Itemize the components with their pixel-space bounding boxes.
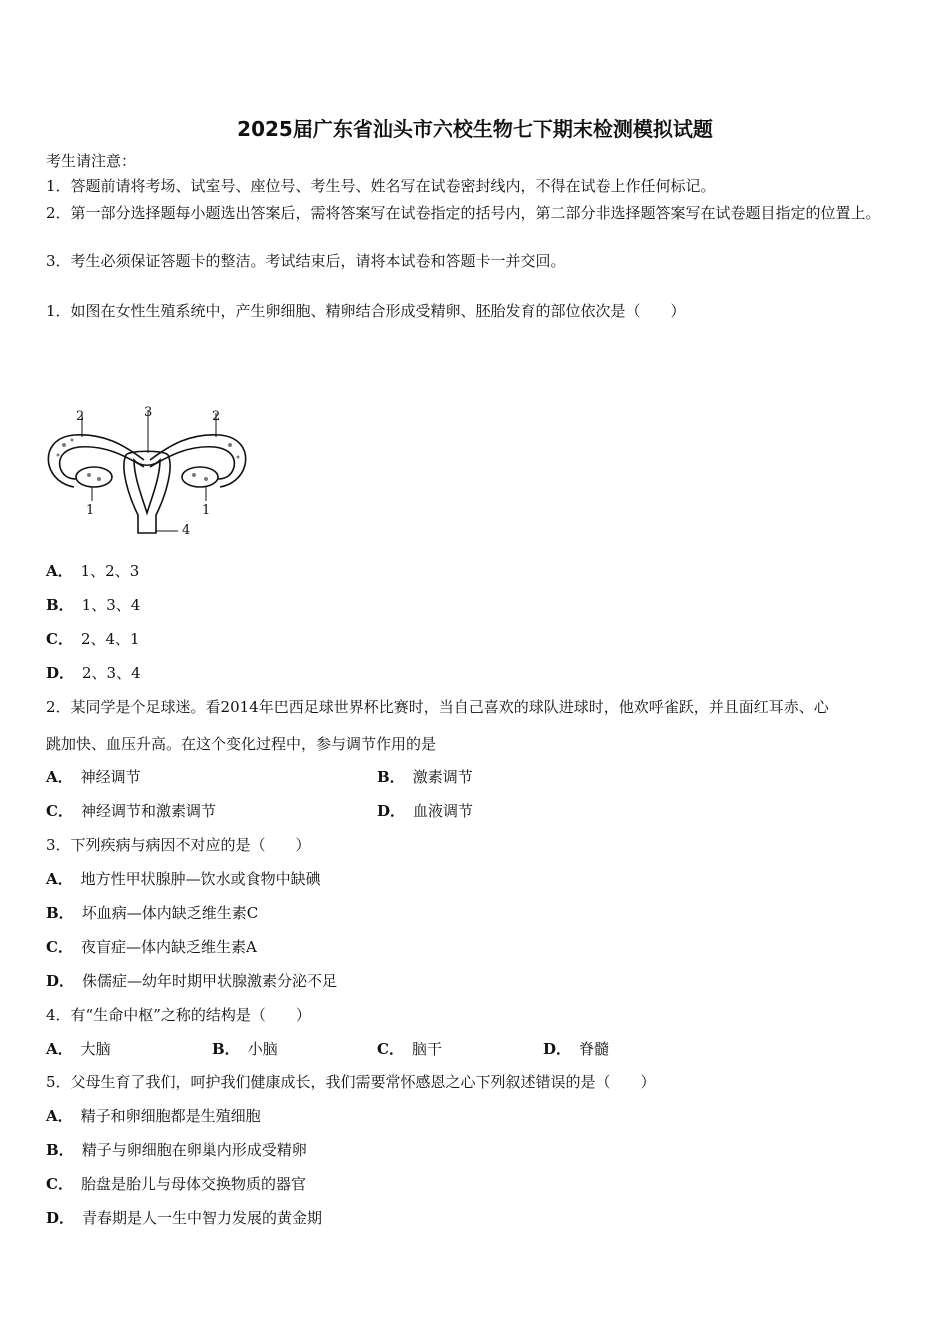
figure-label: 3 xyxy=(144,405,153,420)
option: A． 精子和卵细胞都是生殖细胞 xyxy=(46,1107,261,1125)
option: B． 1、3、4 xyxy=(46,596,141,614)
question-3-stem: 3．下列疾病与病因不对应的是（ ） xyxy=(46,836,311,854)
option: B． 坏血病—体内缺乏维生素C xyxy=(46,904,259,922)
figure-label: 1 xyxy=(202,503,211,518)
page-title: 2025届广东省汕头市六校生物七下期末检测模拟试题 xyxy=(237,117,713,141)
option: A． 地方性甲状腺肿—饮水或食物中缺碘 xyxy=(46,870,321,888)
question-2-stem: 2．某同学是个足球迷。看2014年巴西足球世界杯比赛时，当自己喜欢的球队进球时，他欢呼雀跃，并且面红耳赤、心 xyxy=(46,698,829,716)
option: D． 脊髓 xyxy=(543,1040,610,1058)
option: C． 神经调节和激素调节 xyxy=(46,802,216,820)
option: A． 大脑 xyxy=(46,1040,111,1058)
question-2-stem: 跳加快、血压升高。在这个变化过程中，参与调节作用的是 xyxy=(46,735,437,753)
option: A． 神经调节 xyxy=(46,768,141,786)
option: C． 2、4、1 xyxy=(46,630,140,648)
question-4-stem: 4．有“生命中枢”之称的结构是（ ） xyxy=(46,1006,311,1024)
option: D． 血液调节 xyxy=(377,802,474,820)
option: D． 侏儒症—幼年时期甲状腺激素分泌不足 xyxy=(46,972,338,990)
option: C． 夜盲症—体内缺乏维生素A xyxy=(46,938,257,956)
notice-item: 2．第一部分选择题每小题选出答案后，需将答案写在试卷指定的括号内，第二部分非选择题答案写在试卷题目指定的位置上。 xyxy=(46,204,881,222)
question-1-stem: 1．如图在女性生殖系统中，产生卵细胞、精卵结合形成受精卵、胚胎发育的部位依次是（ ） xyxy=(46,302,686,320)
reproductive-system-figure xyxy=(44,405,250,540)
option: D． 2、3、4 xyxy=(46,664,141,682)
option: C． 胎盘是胎儿与母体交换物质的器官 xyxy=(46,1175,306,1193)
notice-heading: 考生请注意： xyxy=(46,152,137,170)
figure-label: 2 xyxy=(76,409,85,424)
option: B． 精子与卵细胞在卵巢内形成受精卵 xyxy=(46,1141,307,1159)
notice-item: 1．答题前请将考场、试室号、座位号、考生号、姓名写在试卷密封线内，不得在试卷上作任何标记。 xyxy=(46,177,716,195)
figure-label: 2 xyxy=(212,409,221,424)
figure-label: 1 xyxy=(86,503,95,518)
question-5-stem: 5．父母生育了我们，呵护我们健康成长，我们需要常怀感恩之心下列叙述错误的是（ ） xyxy=(46,1073,656,1091)
option: C． 脑干 xyxy=(377,1040,442,1058)
option: B． 小脑 xyxy=(212,1040,278,1058)
option: B． 激素调节 xyxy=(377,768,473,786)
figure-label: 4 xyxy=(182,523,191,538)
option: D． 青春期是人一生中智力发展的黄金期 xyxy=(46,1209,323,1227)
uterus-diagram-icon xyxy=(44,405,250,540)
option: A． 1、2、3 xyxy=(46,562,140,580)
notice-item: 3．考生必须保证答题卡的整洁。考试结束后，请将本试卷和答题卡一并交回。 xyxy=(46,252,566,270)
